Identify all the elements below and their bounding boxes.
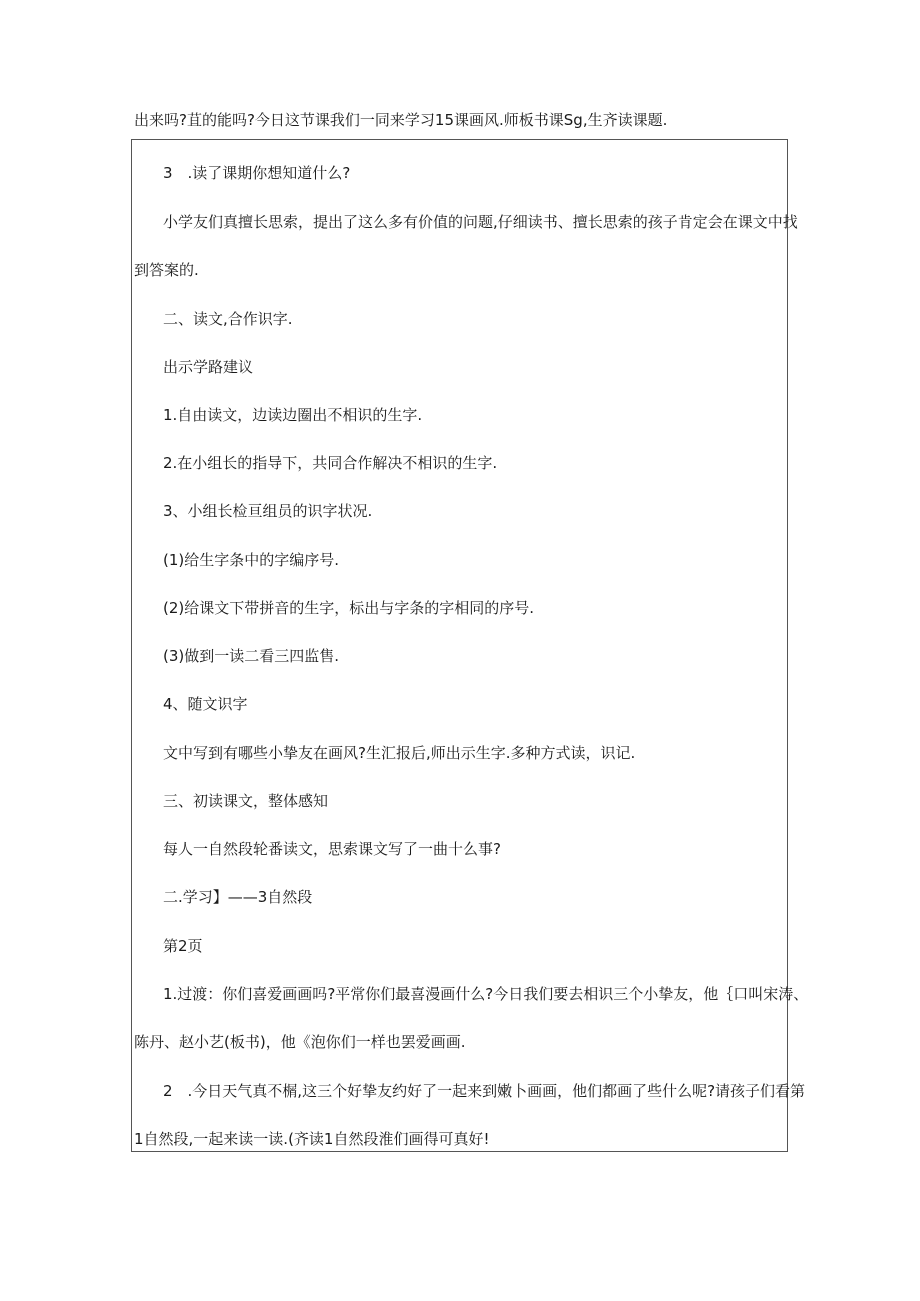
line-6: 1.自由读文，边读边圈出不相识的生字. — [163, 406, 423, 424]
line-15: 每人一自然段轮番读文，思索课文写了一曲十么事? — [163, 840, 501, 858]
line-1: 3 .读了课期你想知道什么? — [163, 164, 351, 182]
line-3: 到答案的. — [134, 261, 199, 279]
line-16: 二.学习】——3自然段 — [163, 888, 313, 906]
line-7: 2.在小组长的指导下，共同合作解决不相识的生字. — [163, 454, 498, 472]
page-marker: 第2页 — [163, 937, 203, 955]
line-4: 二、读文,合作识字. — [163, 310, 293, 328]
line-10: (2)给课文下带拼音的生字，标出与字条的字相同的序号. — [163, 599, 535, 617]
line-9: (1)给生字条中的字编序号. — [163, 551, 340, 569]
top-line: 出来吗?苴的能吗?今日这节课我们一同来学习15课画风.师板书课Sg,生齐读课题. — [134, 111, 668, 129]
line-13: 文中写到有哪些小挚友在画风?生汇报后,师出示生字.多种方式读，识记. — [163, 744, 636, 762]
line-14: 三、初读课文，整体感知 — [163, 792, 329, 810]
line-11: (3)做到一读二看三四监售. — [163, 647, 340, 665]
line-18: 1.过渡：你们喜爱画画吗?平常你们最喜漫画什么?今日我们要去相识三个小挚友，他｛口叫宋涛、 — [163, 985, 809, 1003]
line-20: 2 .今日天气真不榍,这三个好挚友约好了一起来到嫩卜画画，他们都画了些什么呢?请孩子们看第 — [163, 1082, 806, 1100]
line-5: 出示学路建议 — [163, 358, 254, 376]
line-12: 4、随文识字 — [163, 695, 248, 713]
line-19: 陈丹、赵小艺(板书)，他《泡你们一样也罢爱画画. — [134, 1033, 466, 1051]
line-2: 小学友们真擅长思索，提出了这么多有价值的问题,仔细读书、擅长思索的孩子肯定会在课文中找 — [163, 213, 798, 231]
line-8: 3、小组长检亘组员的识字状况. — [163, 502, 373, 520]
line-21: 1自然段,一起来读一读.(齐读1自然段淮们画得可真好! — [134, 1130, 490, 1148]
